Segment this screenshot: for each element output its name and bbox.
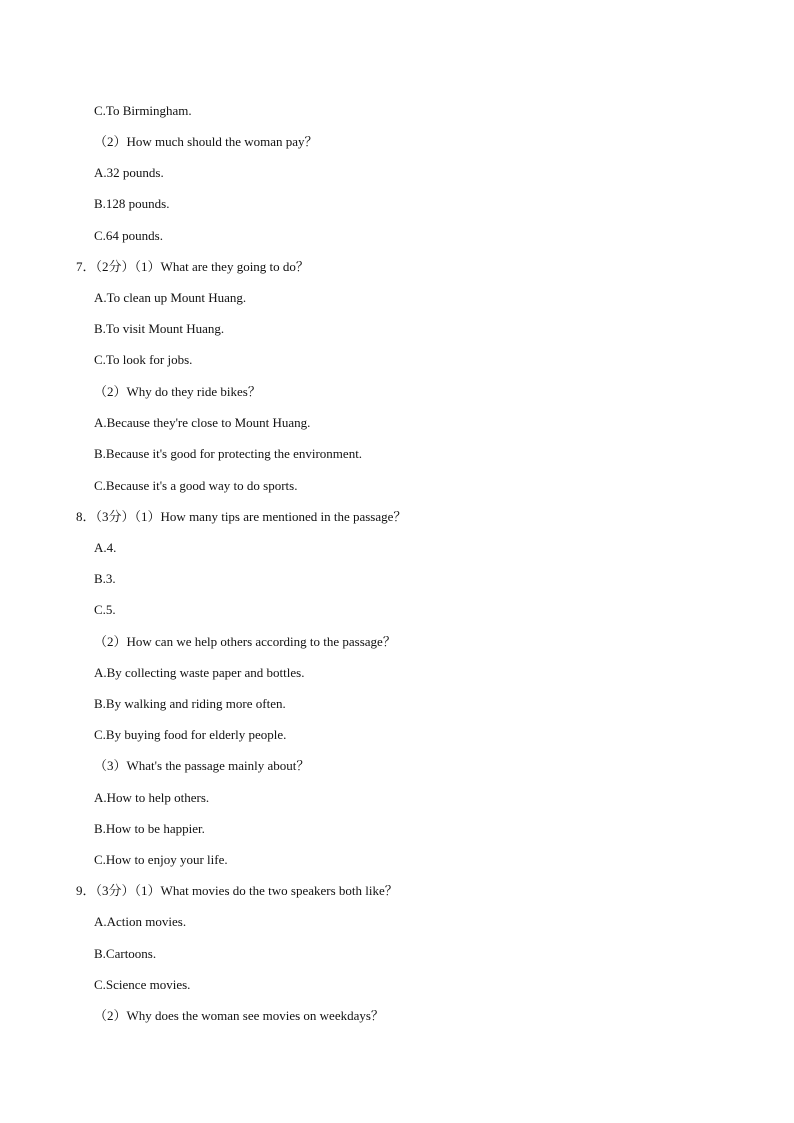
sub-label: （1） xyxy=(134,509,161,524)
q9-sub2-prompt xyxy=(94,1008,384,1024)
question-score: （3分） xyxy=(95,883,135,898)
q7-sub2-option-c: C.Because it's a good way to do sports. xyxy=(94,478,298,493)
q8-sub2-option-c: C.By buying food for elderly people. xyxy=(94,727,287,742)
q8-sub2-prompt xyxy=(94,634,396,650)
q9-header xyxy=(76,883,398,899)
sub-prompt-text: How many tips are mentioned in the passage？ xyxy=(160,509,407,524)
question-score: （2分） xyxy=(95,259,135,274)
q8-sub2-option-a: A.By collecting waste paper and bottles. xyxy=(94,665,305,680)
q8-sub1-option-a: A.4. xyxy=(94,540,117,555)
q9-sub1-option-a: A.Action movies. xyxy=(94,914,187,929)
q7-sub1-option-c: C.To look for jobs. xyxy=(94,352,193,367)
question-number: 8． xyxy=(76,509,96,524)
sub-prompt-text: Why do they ride bikes？ xyxy=(126,384,261,399)
q6-sub2-prompt xyxy=(94,134,318,150)
sub-prompt-text: How much should the woman pay？ xyxy=(126,134,318,149)
sub-prompt-text: Why does the woman see movies on weekdays？ xyxy=(126,1008,384,1023)
q8-sub3-option-c: C.How to enjoy your life. xyxy=(94,852,228,867)
sub-label: （2） xyxy=(94,634,127,649)
q7-sub2-option-a: A.Because they're close to Mount Huang. xyxy=(94,415,311,430)
question-number: 9． xyxy=(76,883,96,898)
q6-sub1-option-c: C.To Birmingham. xyxy=(94,103,192,118)
sub-prompt-text: What are they going to do？ xyxy=(160,259,309,274)
q8-sub1-option-c: C.5. xyxy=(94,602,116,617)
q8-header xyxy=(76,509,406,525)
sub-label: （2） xyxy=(94,134,127,149)
q8-sub3-option-b: B.How to be happier. xyxy=(94,821,205,836)
question-number: 7． xyxy=(76,259,96,274)
q8-sub3-prompt xyxy=(94,758,309,774)
q7-header xyxy=(76,259,309,275)
q9-sub1-option-b: B.Cartoons. xyxy=(94,946,157,961)
sub-prompt-text: What movies do the two speakers both like？ xyxy=(160,883,398,898)
question-score: （3分） xyxy=(95,509,135,524)
q7-sub2-option-b: B.Because it's good for protecting the environment. xyxy=(94,446,363,461)
sub-label: （2） xyxy=(94,384,127,399)
q6-sub2-option-c: C.64 pounds. xyxy=(94,228,163,243)
q8-sub2-option-b: B.By walking and riding more often. xyxy=(94,696,286,711)
sub-label: （3） xyxy=(94,758,127,773)
q8-sub3-option-a: A.How to help others. xyxy=(94,790,210,805)
q9-sub1-option-c: C.Science movies. xyxy=(94,977,191,992)
q7-sub1-option-a: A.To clean up Mount Huang. xyxy=(94,290,247,305)
sub-label: （1） xyxy=(134,259,161,274)
sub-label: （1） xyxy=(134,883,161,898)
q6-sub2-option-b: B.128 pounds. xyxy=(94,196,170,211)
q6-sub2-option-a: A.32 pounds. xyxy=(94,165,164,180)
q7-sub2-prompt xyxy=(94,384,261,400)
q8-sub1-option-b: B.3. xyxy=(94,571,116,586)
sub-label: （2） xyxy=(94,1008,127,1023)
q7-sub1-option-b: B.To visit Mount Huang. xyxy=(94,321,225,336)
sub-prompt-text: What's the passage mainly about？ xyxy=(126,758,310,773)
sub-prompt-text: How can we help others according to the passage？ xyxy=(126,634,396,649)
